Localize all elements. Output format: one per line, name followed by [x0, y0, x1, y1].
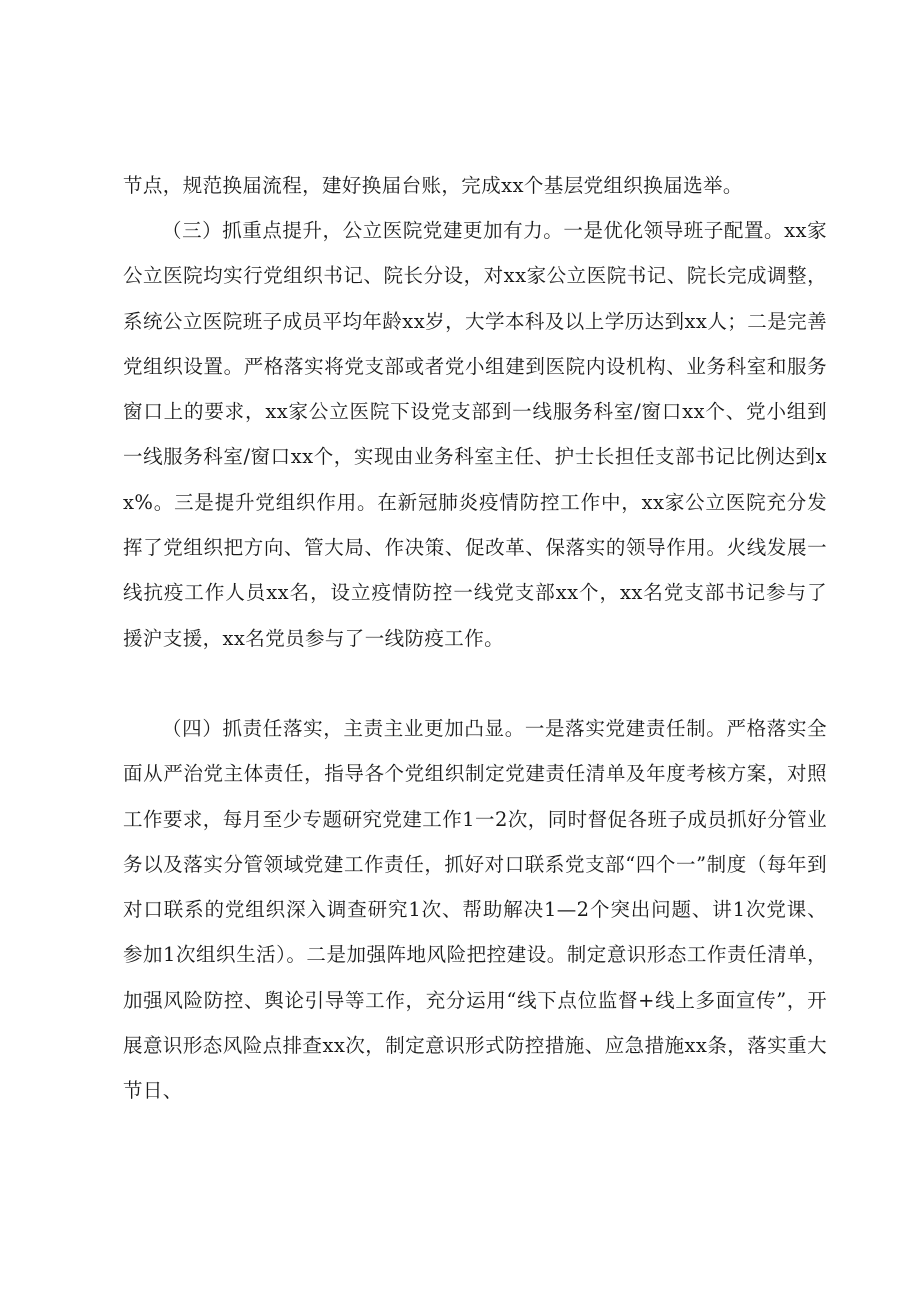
paragraph-section-4: （四）抓责任落实，主责主业更加凸显。一是落实党建责任制。严格落实全面从严治党主体责任，指导各个党组织制定党建责任清单及年度考核方案，对照工作要求，每月至少专题研究党建工作1一2次，同时督促各班子成员抓好分管业务以及落实分管领域党建工作责任，抓好对口联系党支部“四个一”制度（每年到对口联系的党组织深入调查研究1次、帮助解决1—2个突出问题、讲1次党课、参加1次组织生活）。二是加强阵地风险把控建设。制定意识形态工作责任清单，加强风险防控、舆论引导等工作，充分运用“线下点位监督+线上多面宣传”，开展意识形态风险点排查xx次，制定意识形式防控措施、应急措施xx条，落实重大节日、 — [123, 717, 827, 1103]
paragraph-section-3-block — [123, 208, 827, 661]
paragraph-section-3: （三）抓重点提升，公立医院党建更加有力。一是优化领导班子配置。xx家公立医院均实行党组织书记、院长分设，对xx家公立医院书记、院长完成调整，系统公立医院班子成员平均年龄xx岁，大学本科及以上学历达到xx人；二是完善党组织设置。严格落实将党支部或者党小组建到医院内设机构、业务科室和服务窗口上的要求，xx家公立医院下设党支部到一线服务科室/窗口xx个、党小组到一线服务科室/窗口xx个，实现由业务科室主任、护士长担任支部书记比例达到xx%。三是提升党组织作用。在新冠肺炎疫情防控工作中，xx家公立医院充分发挥了党组织把方向、管大局、作决策、促改革、保落实的领导作用。火线发展一线抗疫工作人员xx名，设立疫情防控一线党支部xx个，xx名党支部书记参与了援沪支援，xx名党员参与了一线防疫工作。 — [123, 219, 827, 650]
paragraph-continuation: 节点，规范换届流程，建好换届台账，完成xx个基层党组织换届选举。 — [123, 174, 743, 197]
paragraph-continuation-block — [123, 163, 827, 208]
paragraph-section-4-block — [123, 706, 827, 1114]
